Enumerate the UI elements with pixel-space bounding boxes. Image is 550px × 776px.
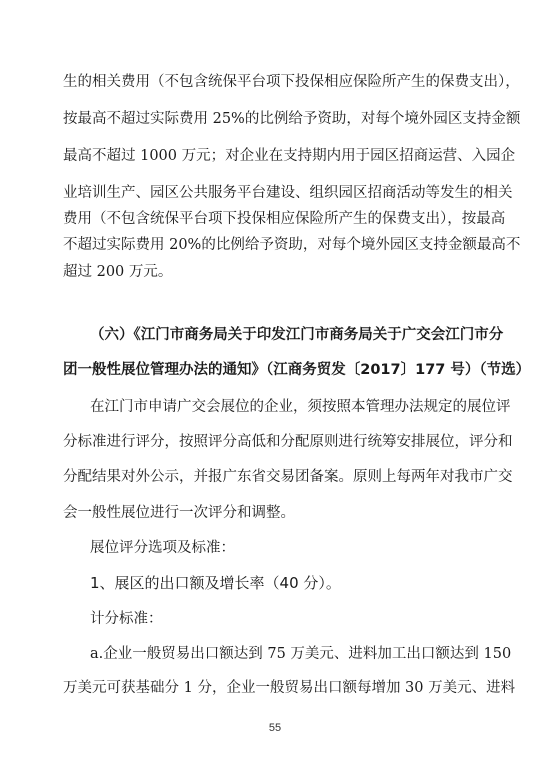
paragraph-line: 按最高不超过实际费用 25%的比例给予资助，对每个境外园区支持金额 (63, 111, 521, 127)
paragraph-line: 分配结果对外公示，并报广东省交易团备案。原则上每两年对我市广交 (63, 469, 513, 485)
paragraph-line: 分标准进行评分，按照评分高低和分配原则进行统筹安排展位，评分和 (63, 434, 513, 450)
paragraph-line: 费用（不包含统保平台项下投保相应保险所产生的保费支出），按最高 (63, 211, 506, 227)
scoring-label: 计分标准： (90, 611, 163, 627)
paragraph-line: 会一般性展位进行一次评分和调整。 (63, 505, 295, 521)
paragraph-line: a.企业一般贸易出口额达到 75 万美元、进料加工出口额达到 150 (90, 646, 512, 662)
section-heading: 团一般性展位管理办法的通知》（江商务贸发〔2017〕177 号）（节选） (63, 362, 531, 378)
paragraph-line: 生的相关费用（不包含统保平台项下投保相应保险所产生的保费支出）， (63, 74, 520, 90)
sub-heading: 展位评分选项及标准： (90, 540, 235, 556)
paragraph-line: 超过 200 万元。 (63, 264, 173, 280)
paragraph-line: 万美元可获基础分 1 分，企业一般贸易出口额每增加 30 万美元、进料 (63, 680, 516, 696)
paragraph-line: 在江门市申请广交会展位的企业，须按照本管理办法规定的展位评 (90, 399, 511, 415)
section-heading: （六）《江门市商务局关于印发江门市商务局关于广交会江门市分 (90, 327, 504, 343)
paragraph-line: 业培训生产、园区公共服务平台建设、组织园区招商活动等发生的相关 (63, 185, 513, 201)
page-number: 55 (268, 722, 282, 734)
item-heading: 1、展区的出口额及增长率（40 分）。 (90, 574, 341, 592)
paragraph-line: 不超过实际费用 20%的比例给予资助，对每个境外园区支持金额最高不 (63, 237, 521, 253)
paragraph-line: 最高不超过 1000 万元；对企业在支持期内用于园区招商运营、入园企 (63, 148, 516, 164)
